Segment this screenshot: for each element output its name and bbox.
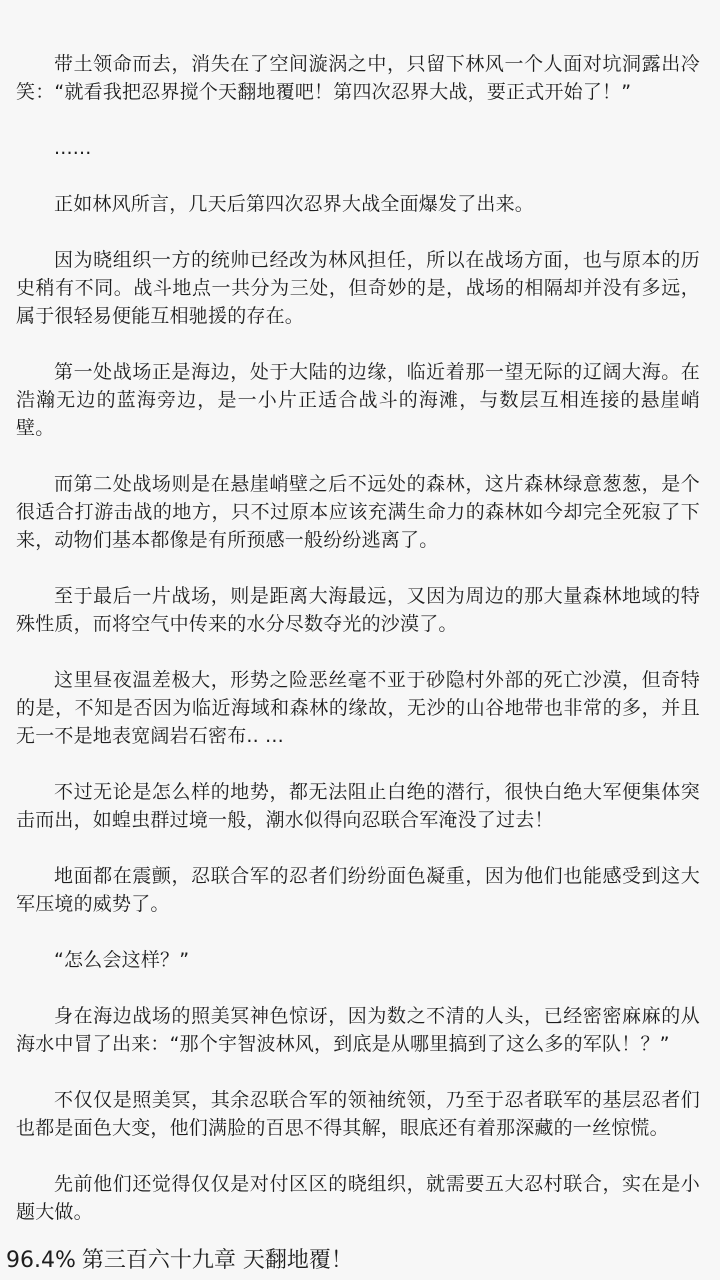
reading-content[interactable] — [16, 50, 700, 1254]
paragraph: 地面都在震颤，忍联合军的忍者们纷纷面色凝重，因为他们也能感受到这大军压境的威势了。 — [16, 865, 700, 915]
reading-status-bar — [6, 1246, 353, 1276]
paragraph: 正如林风所言，几天后第四次忍界大战全面爆发了出来。 — [54, 193, 535, 215]
paragraph: “怎么会这样？” — [54, 949, 190, 971]
paragraph: 因为晓组织一方的统帅已经改为林风担任，所以在战场方面，也与原本的历史稍有不同。战斗地点一共分为三处，但奇妙的是，战场的相隔却并没有多远，属于很轻易便能互相驰援的存在。 — [16, 249, 700, 327]
paragraph: 先前他们还觉得仅仅是对付区区的晓组织，就需要五大忍村联合，实在是小题大做。 — [16, 1173, 700, 1223]
paragraph: 身在海边战场的照美冥神色惊讶，因为数之不清的人头，已经密密麻麻的从海水中冒了出来：“那个宇智波林风，到底是从哪里搞到了这么多的军队！？” — [16, 1005, 700, 1055]
paragraph: 不仅仅是照美冥，其余忍联合军的领袖统领，乃至于忍者联军的基层忍者们也都是面色大变，他们满脸的百思不得其解，眼底还有着那深藏的一丝惊慌。 — [16, 1089, 700, 1139]
paragraph: 第一处战场正是海边，处于大陆的边缘，临近着那一望无际的辽阔大海。在浩瀚无边的蓝海旁边，是一小片正适合战斗的海滩，与数层互相连接的悬崖峭壁。 — [16, 361, 700, 439]
paragraph: 至于最后一片战场，则是距离大海最远，又因为周边的那大量森林地域的特殊性质，而将空气中传来的水分尽数夺光的沙漠了。 — [16, 585, 700, 635]
reading-progress: 96.4% — [6, 1248, 76, 1273]
paragraph: 这里昼夜温差极大，形势之险恶丝毫不亚于砂隐村外部的死亡沙漠，但奇特的是，不知是否因为临近海域和森林的缘故，无沙的山谷地带也非常的多，并且无一不是地表宽阔岩石密布.. ... — [16, 669, 700, 747]
paragraph: 不过无论是怎么样的地势，都无法阻止白绝的潜行，很快白绝大军便集体突击而出，如蝗虫群过境一般，潮水似得向忍联合军淹没了过去！ — [16, 781, 700, 831]
paragraph: ...... — [54, 137, 92, 159]
paragraph: 带土领命而去，消失在了空间漩涡之中，只留下林风一个人面对坑洞露出冷笑：“就看我把忍界搅个天翻地覆吧！第四次忍界大战，要正式开始了！” — [16, 53, 700, 103]
chapter-title: 第三百六十九章 天翻地覆！ — [81, 1248, 353, 1273]
paragraph: 而第二处战场则是在悬崖峭壁之后不远处的森林，这片森林绿意葱葱，是个很适合打游击战的地方，只不过原本应该充满生命力的森林如今却完全死寂了下来，动物们基本都像是有所预感一般纷纷逃离了。 — [16, 473, 700, 551]
